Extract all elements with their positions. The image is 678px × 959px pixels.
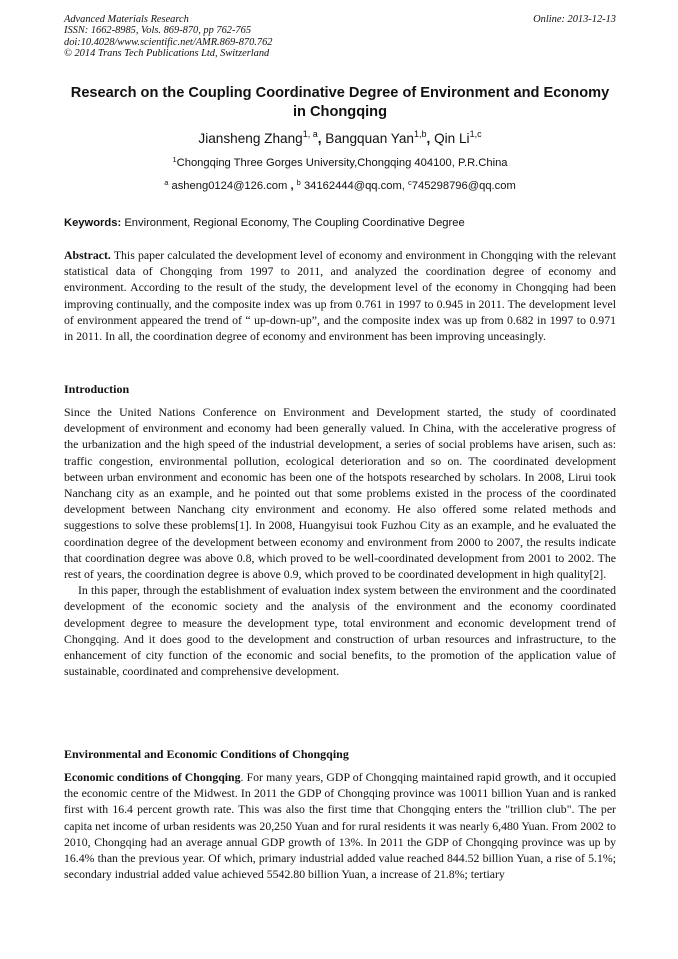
subsection-label-economic: Economic conditions of Chongqing — [64, 770, 241, 784]
affiliation — [64, 156, 616, 171]
author-name: Bangquan Yan — [325, 131, 414, 146]
journal-meta — [64, 14, 616, 60]
email-superscript: c — [408, 178, 412, 187]
intro-paragraph-2: In this paper, through the establishment of evaluation index system between the environment and the coordinated development of the economic society and the analysis of the environment and the economy coordinated development degree to measure the development type, total environment and economic development trend of Chongqing. And it does good to the development and construction of urban resources and infrastructure, to the enhancement of city function of the economic and social benefits, to the promotion of the application value of sustainable, coordinated and comprehensive development. — [64, 583, 616, 679]
abstract-text: This paper calculated the development level of economy and environment in Chongqing with the relevant statistical data of Chongqing from 1997 to 2011, and analyzed the coordination degree of economy and environment. According to the result of the study, the development level of the economy in Chongqing had been improving continually, and the composite index was up from 0.761 in 1997 to 0.945 in 2011. The development level of environment appeared the trend of “ up-down-up”, and the composite index was up from 0.682 in 1997 to 0.971 in 2011. In all, the coordination degree of economy and environment has been improving unceasingly. — [64, 248, 616, 344]
author-superscript: 1, a — [302, 129, 318, 139]
author-list: Jiansheng Zhang$^{1, a}$, Bangquan Yan$^{1,b}$, Qin Li$^{1,c}$ — [198, 129, 482, 146]
intro-paragraph-1: Since the United Nations Conference on Environment and Development started, the study of coordinated development of environment and economy had been generally valued. In China, with the accelerative progress of the urbanization and the high speed of the industrial development, a series of social problems have arisen, such as: traffic congestion, environmental pollution, ecological deterioration and so on. The coordinated development between urban environment and economic has been one of the hotspots researched by scholars. In 2008, Lirui took Nanchang city as an example, and he pointed out that some problems existed in the process of the coordinated development between Nanchang city environment and economy. He also offered some related methods and suggestions to solve these problems[1]. In 2008, Huangyisui took Fuzhou City as an example, and he evaluated the coordination degree of the development between economy and environment from 2000 to 2007, the results indicate that coordination degree was above 0.8, which proved to be well-coordinated development from 2001 to 2002. The rest of years, the coordination degree is above 0.9, which proved to be coordinated development in high quality[2]. — [64, 405, 616, 582]
author-name: Jiansheng Zhang — [198, 131, 303, 146]
email-list: $^a$ asheng0124@126.com , $^b$ 34162444@qq.com, $^c$745298796@qq.com — [164, 178, 516, 192]
journal-name: Advanced Materials Research — [64, 14, 189, 25]
affiliation-superscript: 1 — [172, 155, 177, 164]
affiliation-text: Chongqing Three Gorges University,Chongqing 404100, P.R.China — [176, 157, 508, 169]
online-date: Online: 2013-12-13 — [533, 14, 616, 25]
doi-line: doi:10.4028/www.scientific.net/AMR.869-870.762 — [64, 36, 273, 48]
introduction-section — [64, 404, 616, 679]
keywords-label: Keywords: — [64, 217, 122, 229]
email-address[interactable]: 745298796@qq.com — [411, 180, 516, 192]
conditions-section — [64, 769, 616, 882]
email-address[interactable]: 34162444@qq.com — [303, 180, 402, 192]
keywords-line — [64, 216, 616, 231]
keywords-text: Environment, Regional Economy, The Coupling Coordinative Degree — [124, 217, 465, 229]
copyright-line: © 2014 Trans Tech Publications Ltd, Switzerland — [64, 48, 270, 60]
abstract-label: Abstract. — [64, 248, 111, 262]
issn-line: ISSN: 1662-8985, Vols. 869-870, pp 762-765 — [64, 25, 252, 37]
section-heading-conditions: Environmental and Economic Conditions of Chongqing — [64, 747, 349, 761]
abstract — [64, 247, 616, 344]
author-superscript: 1,b — [413, 129, 427, 139]
email-superscript: b — [296, 178, 301, 187]
email-superscript: a — [164, 178, 169, 187]
email-address[interactable]: asheng0124@126.com — [171, 180, 288, 192]
paper-title: Research on the Coupling Coordinative Degree of Environment and Economy in Chongqing — [70, 85, 610, 120]
section-heading-introduction: Introduction — [64, 382, 130, 396]
economic-paragraph: . For many years, GDP of Chongqing maintained rapid growth, and it occupied the economic centre of the Midwest. In 2011 the GDP of Chongqing province was 10011 billion Yuan and is ranked first with 16.4 percent growth rate. This was also the first time that Chongqing enters the "trillion club". The per capita net income of urban residents was 20,250 Yuan and for rural residents it was nearly 6,480 Yuan. From 2002 to 2010, Chongqing had an average annual GDP growth of 13%. In 2011 the GDP of Chongqing province was up by 16.4% than the previous year. Of which, primary industrial added value reached 844.52 billion Yuan, a rise of 5.1%; secondary industrial added value achieved 5542.80 billion Yuan, a increase of 21.8%; tertiary — [64, 770, 616, 882]
author-superscript: 1,c — [469, 129, 482, 139]
author-name: Qin Li — [434, 131, 470, 146]
